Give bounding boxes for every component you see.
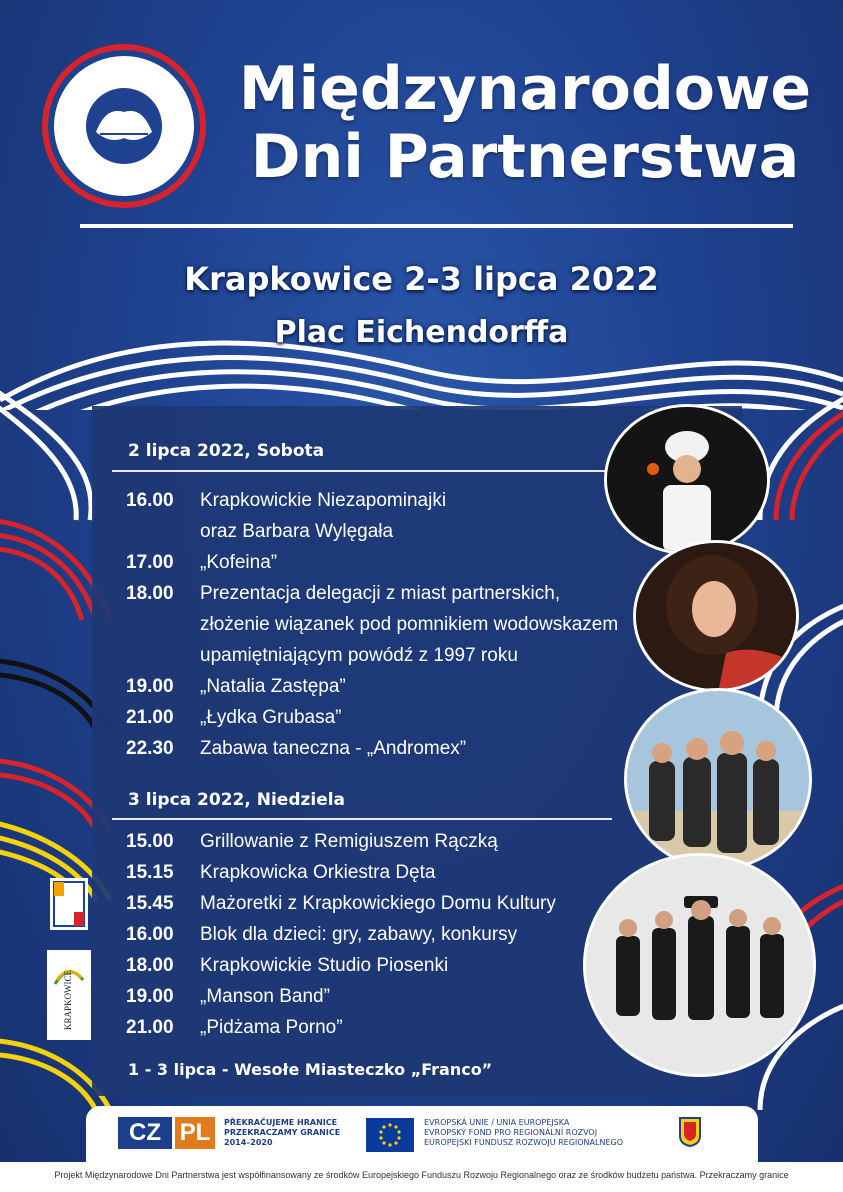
band-photo-1 <box>624 688 812 870</box>
title-divider <box>80 224 793 228</box>
row-time: 19.00 <box>126 676 174 697</box>
schedule-row <box>126 893 636 923</box>
schedule-row <box>126 490 636 520</box>
row-time: 15.00 <box>126 831 174 852</box>
town-crest-icon <box>678 1116 702 1148</box>
row-description: „Pidżama Porno” <box>200 1017 343 1038</box>
row-description: Krapkowicka Orkiestra Dęta <box>200 862 436 883</box>
row-time: 21.00 <box>126 1017 174 1038</box>
row-description: „Manson Band” <box>200 986 330 1007</box>
day2-divider <box>112 818 612 820</box>
row-time: 18.00 <box>126 955 174 976</box>
funfair-note: 1 - 3 lipca - Wesołe Miasteczko „Franco” <box>128 1060 493 1079</box>
schedule-row <box>126 986 636 1016</box>
row-description: „Kofeina” <box>200 552 278 573</box>
day1-divider <box>112 470 612 472</box>
eu-caption <box>424 1118 623 1148</box>
row-time: 16.00 <box>126 490 174 511</box>
row-time: 16.00 <box>126 924 174 945</box>
culture-center-logo <box>50 878 88 930</box>
row-time: 22.30 <box>126 738 174 759</box>
row-description: Krapkowickie Niezapominajki <box>200 490 447 511</box>
row-description: Zabawa taneczna - „Andromex” <box>200 738 467 759</box>
row-time: 15.15 <box>126 862 174 883</box>
czpl-caption <box>224 1118 340 1148</box>
schedule-row <box>126 1017 636 1047</box>
czpl-pl: PL <box>175 1117 215 1149</box>
row-time: 18.00 <box>126 583 174 604</box>
funding-credit: Projekt Międzynarodowe Dni Partnerstwa jest współfinansowany ze środków Europejskiego Funduszu Rozwoju Regionalnego oraz ze środków budżetu państwa. Przekraczamy granice <box>54 1170 789 1180</box>
schedule-row <box>126 552 636 582</box>
czpl-caption-line-1: PŘEKRAČUJEME HRANICE <box>224 1118 338 1127</box>
schedule-row <box>126 738 636 768</box>
krapkowice-town-logo <box>47 950 91 1040</box>
schedule-row <box>126 862 636 892</box>
schedule-row <box>126 924 636 954</box>
czpl-caption-line-2: PRZEKRACZAMY GRANICE <box>224 1128 341 1137</box>
czpl-cz: CZ <box>118 1117 172 1149</box>
row-description: Blok dla dzieci: gry, zabawy, konkursy <box>200 924 518 945</box>
row-description: Krapkowickie Studio Piosenki <box>200 955 449 976</box>
eu-caption-line-1: EVROPSKÁ UNIE / UNIA EUROPEJSKA <box>424 1118 570 1127</box>
eu-flag-icon <box>366 1118 414 1152</box>
row-time: 17.00 <box>126 552 174 573</box>
schedule-row <box>126 707 636 737</box>
schedule-row <box>126 583 636 613</box>
row-description: „Łydka Grubasa” <box>200 707 342 728</box>
row-description: Mażoretki z Krapkowickiego Domu Kultury <box>200 893 556 914</box>
event-logo <box>40 42 208 210</box>
czpl-caption-line-3: 2014–2020 <box>224 1138 273 1147</box>
day1-heading: 2 lipca 2022, Sobota <box>128 441 325 461</box>
title-line-1: Międzynarodowe <box>238 54 812 124</box>
schedule-row <box>126 614 636 644</box>
row-time: 21.00 <box>126 707 174 728</box>
row-time: 15.45 <box>126 893 174 914</box>
title-line-2: Dni Partnerstwa <box>250 122 800 192</box>
singer-photo <box>633 540 799 692</box>
row-description: Prezentacja delegacji z miast partnerskich, <box>200 583 561 604</box>
band-photo-2 <box>583 853 816 1077</box>
row-time: 19.00 <box>126 986 174 1007</box>
row-description: złożenie wiązanek pod pomnikiem wodowskazem <box>200 614 619 635</box>
schedule-row <box>126 645 636 675</box>
schedule-row <box>126 955 636 985</box>
schedule-row <box>126 676 636 706</box>
eu-caption-line-2: EVROPSKÝ FOND PRO REGIONÁLNÍ ROZVOJ <box>424 1128 598 1137</box>
schedule-row <box>126 831 636 861</box>
chef-performer-photo <box>604 404 770 555</box>
event-place: Plac Eichendorffa <box>274 315 569 350</box>
day2-heading: 3 lipca 2022, Niedziela <box>128 790 346 810</box>
schedule-row <box>126 521 636 551</box>
row-description: upamiętniającym powódź z 1997 roku <box>200 645 518 666</box>
event-dates: Krapkowice 2-3 lipca 2022 <box>184 260 659 298</box>
krapkowice-label: KRAPKOWICE <box>63 970 73 1030</box>
czpl-programme-logo <box>118 1117 215 1149</box>
row-description: „Natalia Zastępa” <box>200 676 346 697</box>
eu-caption-line-3: EUROPEJSKI FUNDUSZ ROZWOJU REGIONALNEGO <box>424 1138 624 1147</box>
row-description: oraz Barbara Wylęgała <box>200 521 394 542</box>
row-description: Grillowanie z Remigiuszem Rączką <box>200 831 498 852</box>
